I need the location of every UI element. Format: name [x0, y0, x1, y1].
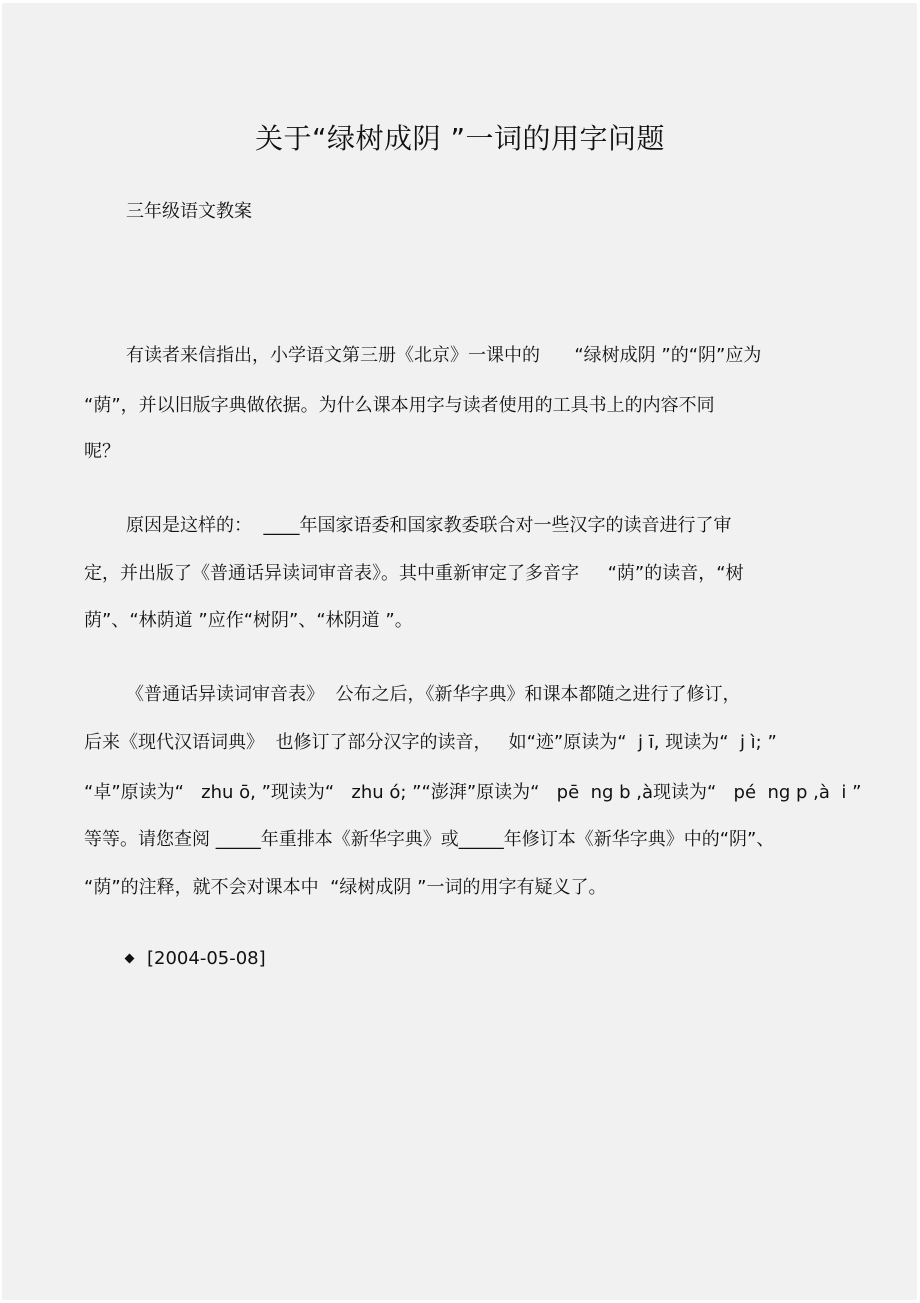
paragraph-2-line-1: 原因是这样的： ____年国家语委和国家教委联合对一些汉字的读音进行了审: [126, 515, 732, 536]
document-page: [2, 3, 917, 1300]
paragraph-2-line-2: 定，并出版了《普通话异读词审音表》。其中重新审定了多音字 “荫”的读音，“树: [84, 563, 744, 584]
document-subtitle: 三年级语文教案: [126, 201, 252, 222]
paragraph-2-line-3: 荫”、“林荫道 ”应作“树阴”、“林阴道 ”。: [84, 610, 413, 631]
paragraph-3-line-4: 等等。请您查阅 _____年重排本《新华字典》或_____年修订本《新华字典》中的“阴”、: [84, 829, 775, 850]
date-text: [2004-05-08]: [147, 948, 266, 969]
paragraph-3-line-3: “卓”原读为“ zhu ō, ”现读为“ zhu ó; ”“澎湃”原读为“ pē ng b ,à现读为“ pé ng p ,à i ”: [84, 782, 862, 803]
paragraph-3-line-1: 《普通话异读词审音表》 公布之后，《新华字典》和课本都随之进行了修订，: [126, 684, 741, 705]
paragraph-3-line-2: 后来《现代汉语词典》 也修订了部分汉字的读音， 如“迹”原读为“ j ī, 现读为“ j ì; ”: [84, 732, 777, 753]
paragraph-1-line-3: 呢？: [84, 441, 120, 462]
document-title: 关于“绿树成阴 ”一词的用字问题: [255, 122, 665, 155]
paragraph-1-line-2: “荫”，并以旧版字典做依据。为什么课本用字与读者使用的工具书上的内容不同: [84, 395, 715, 416]
date-bullet-item: [126, 946, 266, 972]
paragraph-3-line-5: “荫”的注释，就不会对课本中 “绿树成阴 ”一词的用字有疑义了。: [84, 877, 607, 898]
paragraph-1-line-1: 有读者来信指出，小学语文第三册《北京》一课中的 “绿树成阴 ”的“阴”应为: [126, 345, 762, 366]
diamond-bullet-icon: [125, 953, 135, 963]
